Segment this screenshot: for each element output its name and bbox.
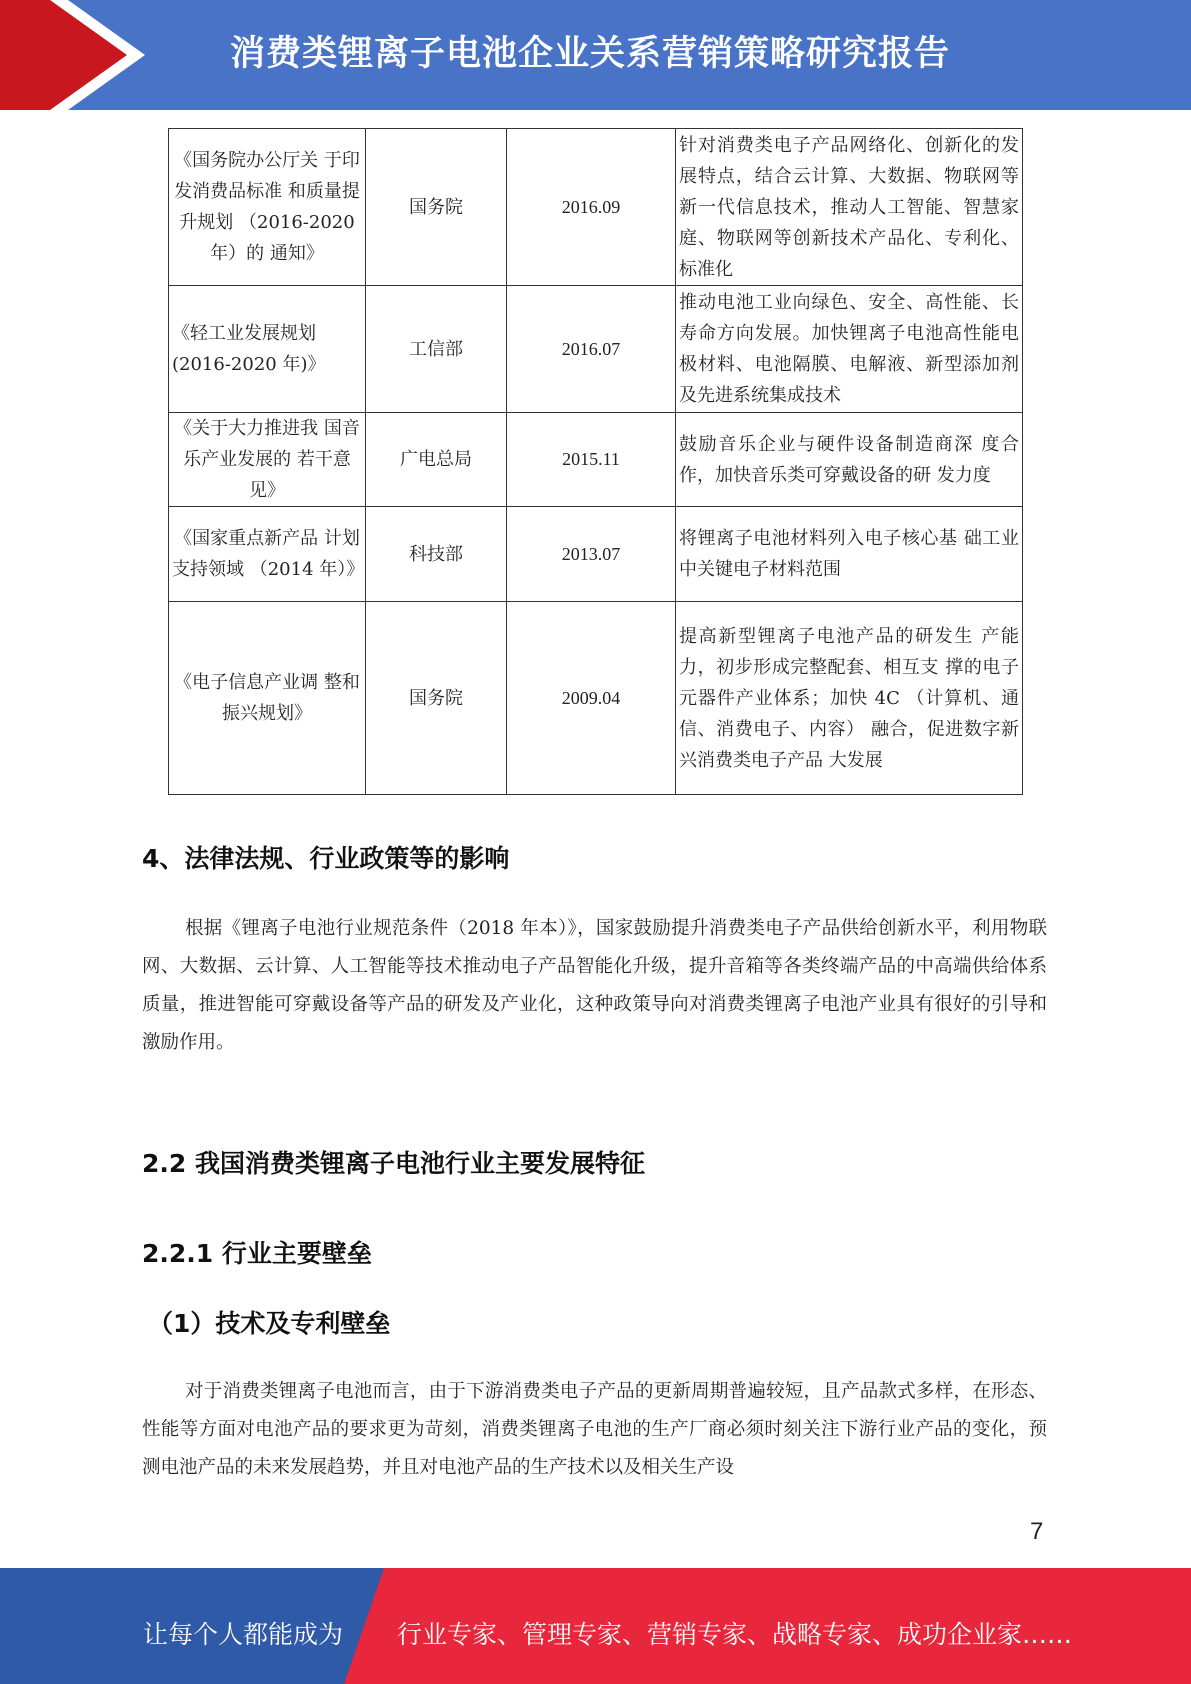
policy-name-cell: 《关于大力推进我 国音乐产业发展的 若干意见》	[169, 413, 366, 507]
page-number: 7	[1030, 1518, 1044, 1545]
subsection-heading: 2.2.1 行业主要壁垒	[142, 1239, 372, 1268]
department-cell: 国务院	[366, 602, 507, 795]
date-cell: 2013.07	[507, 507, 676, 602]
page-footer	[0, 1568, 1191, 1684]
table-row	[169, 129, 1023, 286]
section-heading: 2.2 我国消费类锂离子电池行业主要发展特征	[142, 1149, 645, 1178]
footer-slogan-left: 让每个人都能成为	[143, 1620, 344, 1649]
table-row	[169, 286, 1023, 413]
department-cell: 科技部	[366, 507, 507, 602]
section-heading: 4、法律法规、行业政策等的影响	[142, 844, 510, 873]
policy-name-cell: 《轻工业发展规划 (2016-2020 年)》	[169, 286, 366, 413]
department-cell: 国务院	[366, 129, 507, 286]
table-row	[169, 413, 1023, 507]
date-cell: 2016.09	[507, 129, 676, 286]
policy-name-cell: 《电子信息产业调 整和振兴规划》	[169, 602, 366, 795]
description-cell: 将锂离子电池材料列入电子核心基 础工业中关键电子材料范围	[676, 507, 1023, 602]
description-cell: 推动电池工业向绿色、安全、高性能、长寿命方向发展。加快锂离子电池高性能电极材料、电池隔膜、电解液、新型添加剂及先进系统集成技术	[676, 286, 1023, 413]
page-header	[0, 0, 1191, 110]
policy-name-cell: 《国务院办公厅关 于印发消费品标准 和质量提升规划 （2016-2020 年）的 通知》	[169, 129, 366, 286]
description-cell: 针对消费类电子产品网络化、创新化的发展特点，结合云计算、大数据、物联网等新一代信息技术，推动人工智能、智慧家庭、物联网等创新技术产品化、专利化、标准化	[676, 129, 1023, 286]
policy-table	[168, 128, 1023, 795]
department-cell: 工信部	[366, 286, 507, 413]
footer-slogan-right: 行业专家、管理专家、营销专家、战略专家、成功企业家……	[397, 1620, 1073, 1649]
body-paragraph: 根据《锂离子电池行业规范条件（2018 年本）》，国家鼓励提升消费类电子产品供给创新水平，利用物联网、大数据、云计算、人工智能等技术推动电子产品智能化升级，提升音箱等各类终端产品的中高端供给体系质量，推进智能可穿戴设备等产品的研发及产业化，这种政策导向对消费类锂离子电池产业具有很好的引导和激励作用。	[142, 918, 1047, 1053]
report-title: 消费类锂离子电池企业关系营销策略研究报告	[230, 34, 951, 74]
date-cell: 2016.07	[507, 286, 676, 413]
description-cell: 提高新型锂离子电池产品的研发生 产能力，初步形成完整配套、相互支 撑的电子元器件产业体系；加快 4C （计算机、通信、消费电子、内容） 融合，促进数字新兴消费类电子产品 大发展	[676, 602, 1023, 795]
description-cell: 鼓励音乐企业与硬件设备制造商深 度合作，加快音乐类可穿戴设备的研 发力度	[676, 413, 1023, 507]
date-cell: 2015.11	[507, 413, 676, 507]
department-cell: 广电总局	[366, 413, 507, 507]
date-cell: 2009.04	[507, 602, 676, 795]
table-row	[169, 507, 1023, 602]
table-row	[169, 602, 1023, 795]
policy-name-cell: 《国家重点新产品 计划支持领域 （2014 年）》	[169, 507, 366, 602]
sub-subsection-heading: （1）技术及专利壁垒	[148, 1309, 391, 1338]
body-paragraph: 对于消费类锂离子电池而言，由于下游消费类电子产品的更新周期普遍较短，且产品款式多样，在形态、性能等方面对电池产品的要求更为苛刻，消费类锂离子电池的生产厂商必须时刻关注下游行业产品的变化，预测电池产品的未来发展趋势，并且对电池产品的生产技术以及相关生产设	[142, 1381, 1047, 1478]
